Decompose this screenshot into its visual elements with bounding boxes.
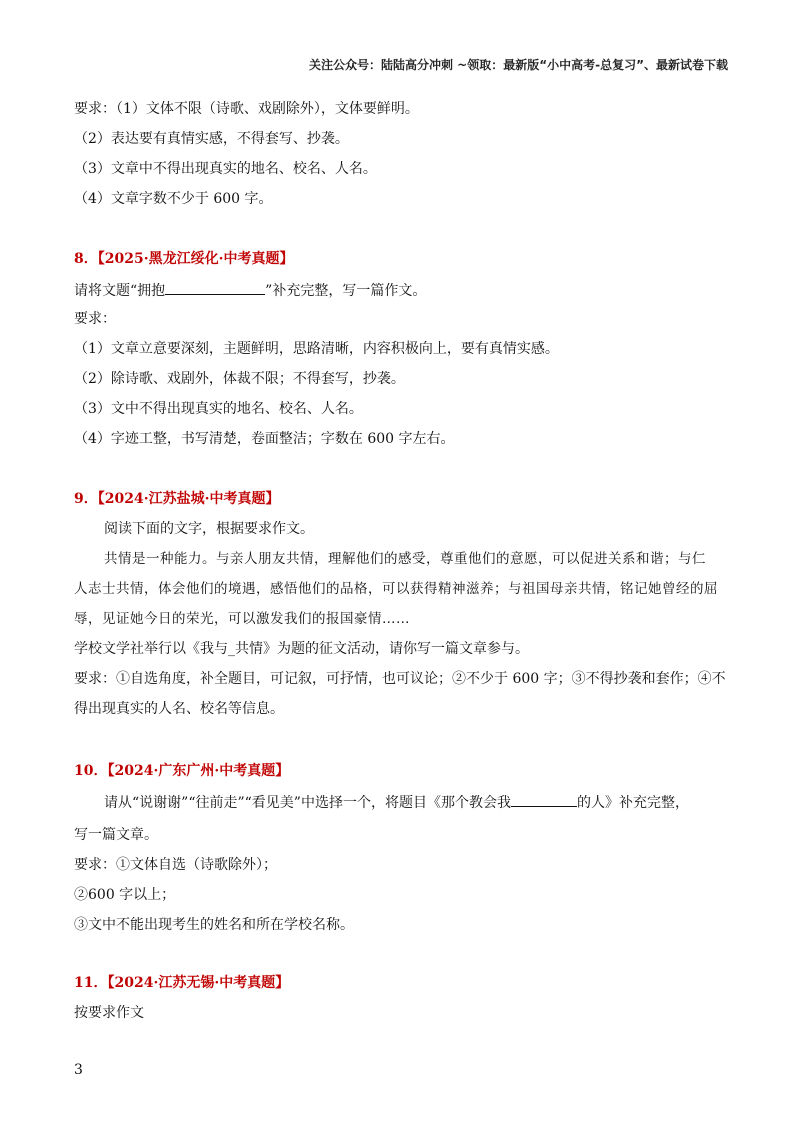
q9-intro: 阅读下面的文字，根据要求作文。: [104, 521, 314, 537]
q11-title: 11．【2024·江苏无锡·中考真题】: [74, 975, 290, 991]
q9-para-3: 辱，见证她今日的荣光，可以激发我们的报国豪情……: [74, 611, 410, 627]
q7-req-3: （3）文章中不得出现真实的地名、校名、人名。: [74, 161, 377, 177]
q10-req-2: ②600 字以上；: [74, 887, 176, 903]
q10-blank: [511, 792, 577, 807]
q11-prompt: 按要求作文: [74, 1005, 144, 1021]
q8-title: 8．【2025·黑龙江绥化·中考真题】: [74, 251, 294, 267]
q7-req-2: （2）表达要有真情实感，不得套写、抄袭。: [74, 131, 349, 147]
q7-req-4: （4）文章字数不少于 600 字。: [74, 191, 273, 207]
page-header: 关注公众号：陆陆高分冲刺 ~领取：最新版“小中高考-总复习”、最新试卷下载: [309, 58, 728, 72]
q10-prompt-b: 的人》补充完整，: [576, 795, 689, 811]
q9-para-2: 人志士共情，体会他们的境遇，感悟他们的品格，可以获得精神滋养；与祖国母亲共情，铭记她曾经的屈: [74, 581, 718, 597]
q9-req-1: 要求：①自选角度，补全题目，可记叙，可抒情，也可议论；②不少于 600 字；③不得抄袭和套作；④不: [74, 671, 726, 687]
q8-req-1: （1）文章立意要深刻，主题鲜明，思路清晰，内容积极向上，要有真情实感。: [74, 341, 559, 357]
q8-blank: [165, 280, 265, 295]
q7-req-1: 要求：（1）文体不限（诗歌、戏剧除外），文体要鲜明。: [74, 101, 419, 117]
q8-prompt-a: 请将文题“拥抱: [74, 283, 166, 299]
q8-req-2: （2）除诗歌、戏剧外，体裁不限；不得套写，抄袭。: [74, 371, 405, 387]
page-number: 3: [74, 1062, 83, 1078]
q9-task: 学校文学社举行以《我与_共情》为题的征文活动，请你写一篇文章参与。: [74, 641, 529, 657]
q10-req-1: 要求：①文体自选（诗歌除外）；: [74, 857, 277, 873]
q8-req-3: （3）文中不得出现真实的地名、校名、人名。: [74, 401, 363, 417]
q10-req-3: ③文中不能出现考生的姓名和所在学校名称。: [74, 917, 354, 933]
q10-prompt-a: 请从“说谢谢”“往前走”“看见美”中选择一个，将题目《那个教会我: [104, 795, 511, 811]
q9-req-2: 得出现真实的人名、校名等信息。: [74, 701, 284, 717]
q10-prompt: [104, 792, 689, 812]
q8-req-label: 要求：: [74, 311, 116, 327]
q10-prompt-cont: 写一篇文章。: [74, 827, 158, 843]
q8-req-4: （4）字迹工整，书写清楚，卷面整洁；字数在 600 字左右。: [74, 431, 455, 447]
q10-title: 10．【2024·广东广州·中考真题】: [74, 763, 290, 779]
q9-para-1: 共情是一种能力。与亲人朋友共情，理解他们的感受，尊重他们的意愿，可以促进关系和谐；与仁: [104, 551, 706, 567]
q9-title: 9．【2024·江苏盐城·中考真题】: [74, 491, 280, 507]
q8-prompt-b: ”补充完整，写一篇作文。: [265, 283, 427, 299]
q8-prompt: [74, 280, 426, 300]
